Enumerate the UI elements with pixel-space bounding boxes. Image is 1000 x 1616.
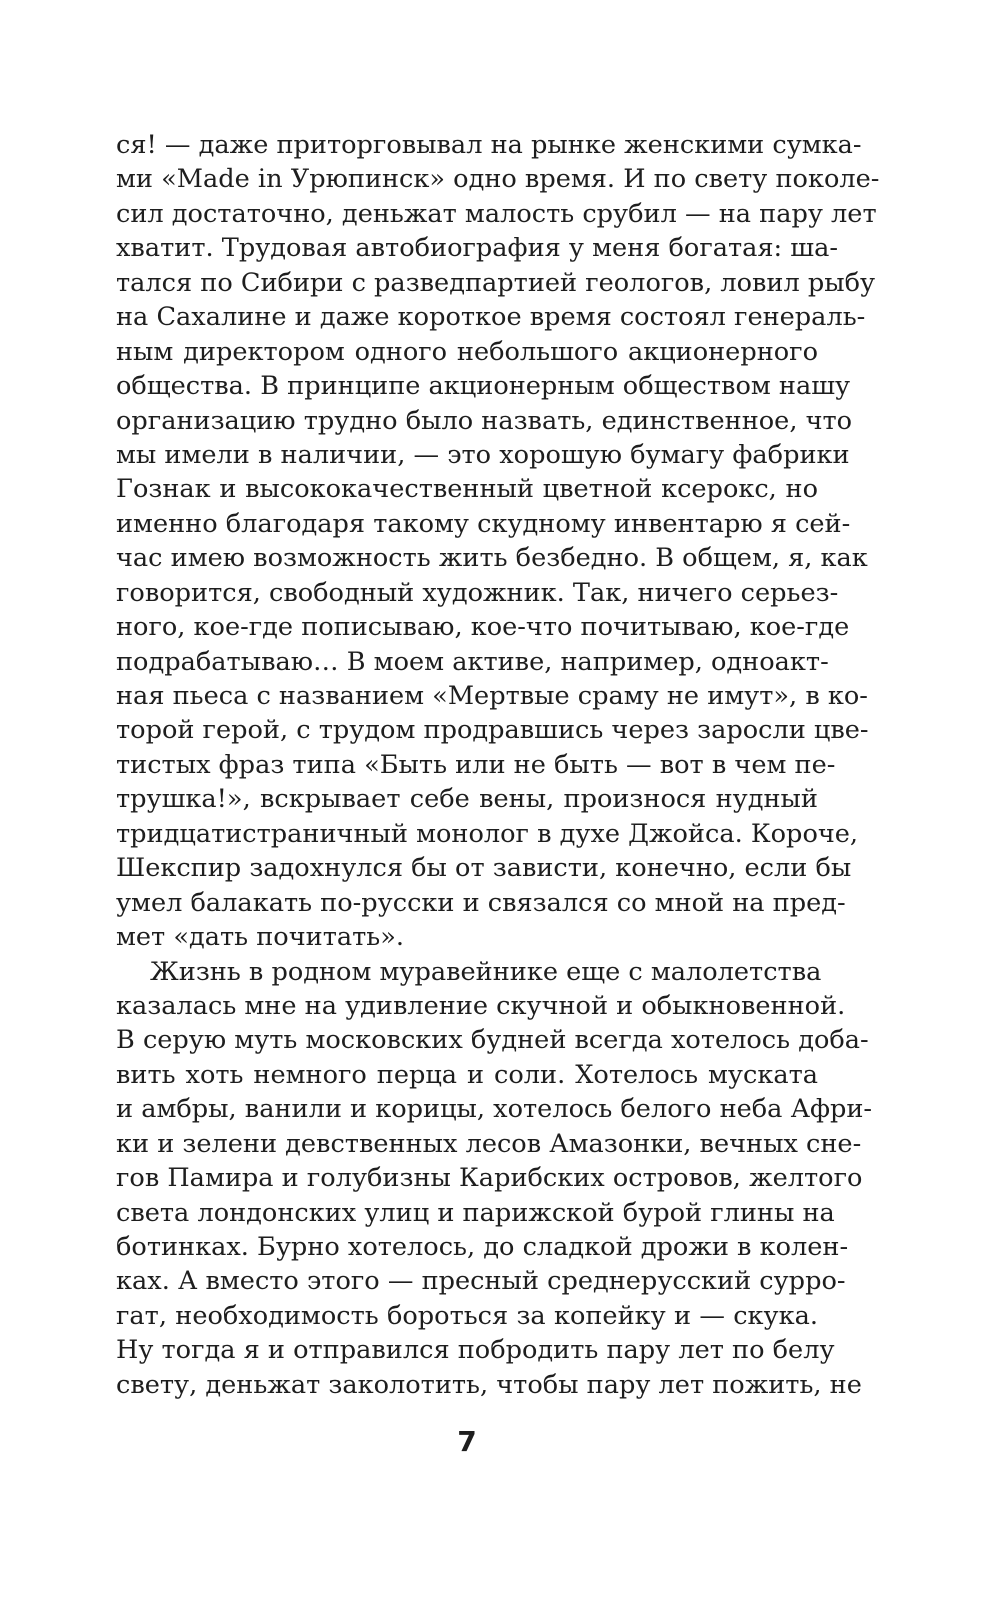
- text-line: тистых фраз типа «Быть или не быть — вот в чем пе-: [116, 749, 836, 780]
- page-number: 7: [457, 1425, 477, 1458]
- text-line: хватит. Трудовая автобиография у меня богатая: ша-: [116, 233, 839, 264]
- text-line: подрабатываю… В моем активе, например, одноакт-: [116, 646, 829, 677]
- paragraph: [116, 128, 880, 955]
- text-line: гов Памира и голубизны Карибских островов, желтого: [116, 1163, 863, 1194]
- text-line: свету, деньжат заколотить, чтобы пару лет пожить, не: [116, 1369, 862, 1400]
- text-line: гат, необходимость бороться за копейку и — скука.: [116, 1300, 818, 1331]
- text-line: ным директором одного небольшого акционерного: [116, 336, 818, 367]
- text-line: Гознак и высококачественный цветной ксерокс, но: [116, 474, 818, 505]
- text-line: на Сахалине и даже короткое время состоял генераль-: [116, 302, 866, 333]
- text-line: ная пьеса с названием «Мертвые сраму не имут», в ко-: [116, 681, 868, 711]
- text-line: ках. А вместо этого — пресный среднерусский сурро-: [116, 1266, 846, 1297]
- text-line: сил достаточно, деньжат малость срубил — на пару лет: [116, 198, 877, 229]
- text-line: вить хоть немного перца и соли. Хотелось муската: [116, 1059, 818, 1090]
- text-line: Шекспир задохнулся бы от зависти, конечно, если бы: [116, 853, 852, 884]
- text-line: именно благодаря такому скудному инвентарю я сей-: [116, 508, 851, 539]
- text-line: мы имели в наличии, — это хорошую бумагу фабрики: [116, 439, 850, 470]
- text-line: ки и зелени девственных лесов Амазонки, вечных сне-: [116, 1128, 862, 1159]
- text-line: Ну тогда я и отправился побродить пару лет по белу: [116, 1335, 835, 1366]
- paragraph: [116, 955, 873, 1403]
- text-line: ботинках. Бурно хотелось, до сладкой дрожи в колен-: [116, 1232, 849, 1262]
- text-line: тридцатистраничный монолог в духе Джойса. Короче,: [116, 818, 859, 849]
- text-line: ного, кое-где пописываю, кое-что почитываю, кое-где: [116, 612, 850, 643]
- text-line: торой герой, с трудом продравшись через заросли цве-: [116, 715, 869, 746]
- text-line: тался по Сибири с разведпартией геологов, ловил рыбу: [116, 267, 876, 298]
- text-line: казалась мне на удивление скучной и обыкновенной.: [116, 990, 846, 1021]
- text-line: час имею возможность жить безбедно. В общем, я, как: [116, 543, 868, 574]
- text-line: Жизнь в родном муравейнике еще с малолетства: [150, 956, 822, 987]
- text-line: света лондонских улиц и парижской бурой глины на: [116, 1197, 835, 1228]
- text-line: ми «Made in Урюпинск» одно время. И по свету поколе-: [116, 164, 880, 195]
- text-line: и амбры, ванили и корицы, хотелось белого неба Афри-: [116, 1094, 873, 1125]
- text-line: общества. В принципе акционерным обществом нашу: [116, 371, 851, 402]
- text-line: мет «дать почитать».: [116, 922, 405, 953]
- body-text: [116, 128, 880, 1402]
- text-line: ся! — даже приторговывал на рынке женскими сумка-: [116, 130, 862, 160]
- text-line: умел балакать по-русски и связался со мной на пред-: [116, 887, 846, 918]
- text-line: трушка!», вскрывает себе вены, произнося нудный: [116, 784, 818, 815]
- text-line: организацию трудно было назвать, единственное, что: [116, 405, 853, 436]
- text-line: говорится, свободный художник. Так, ничего серьез-: [116, 577, 839, 608]
- text-line: В серую муть московских будней всегда хотелось доба-: [116, 1025, 869, 1056]
